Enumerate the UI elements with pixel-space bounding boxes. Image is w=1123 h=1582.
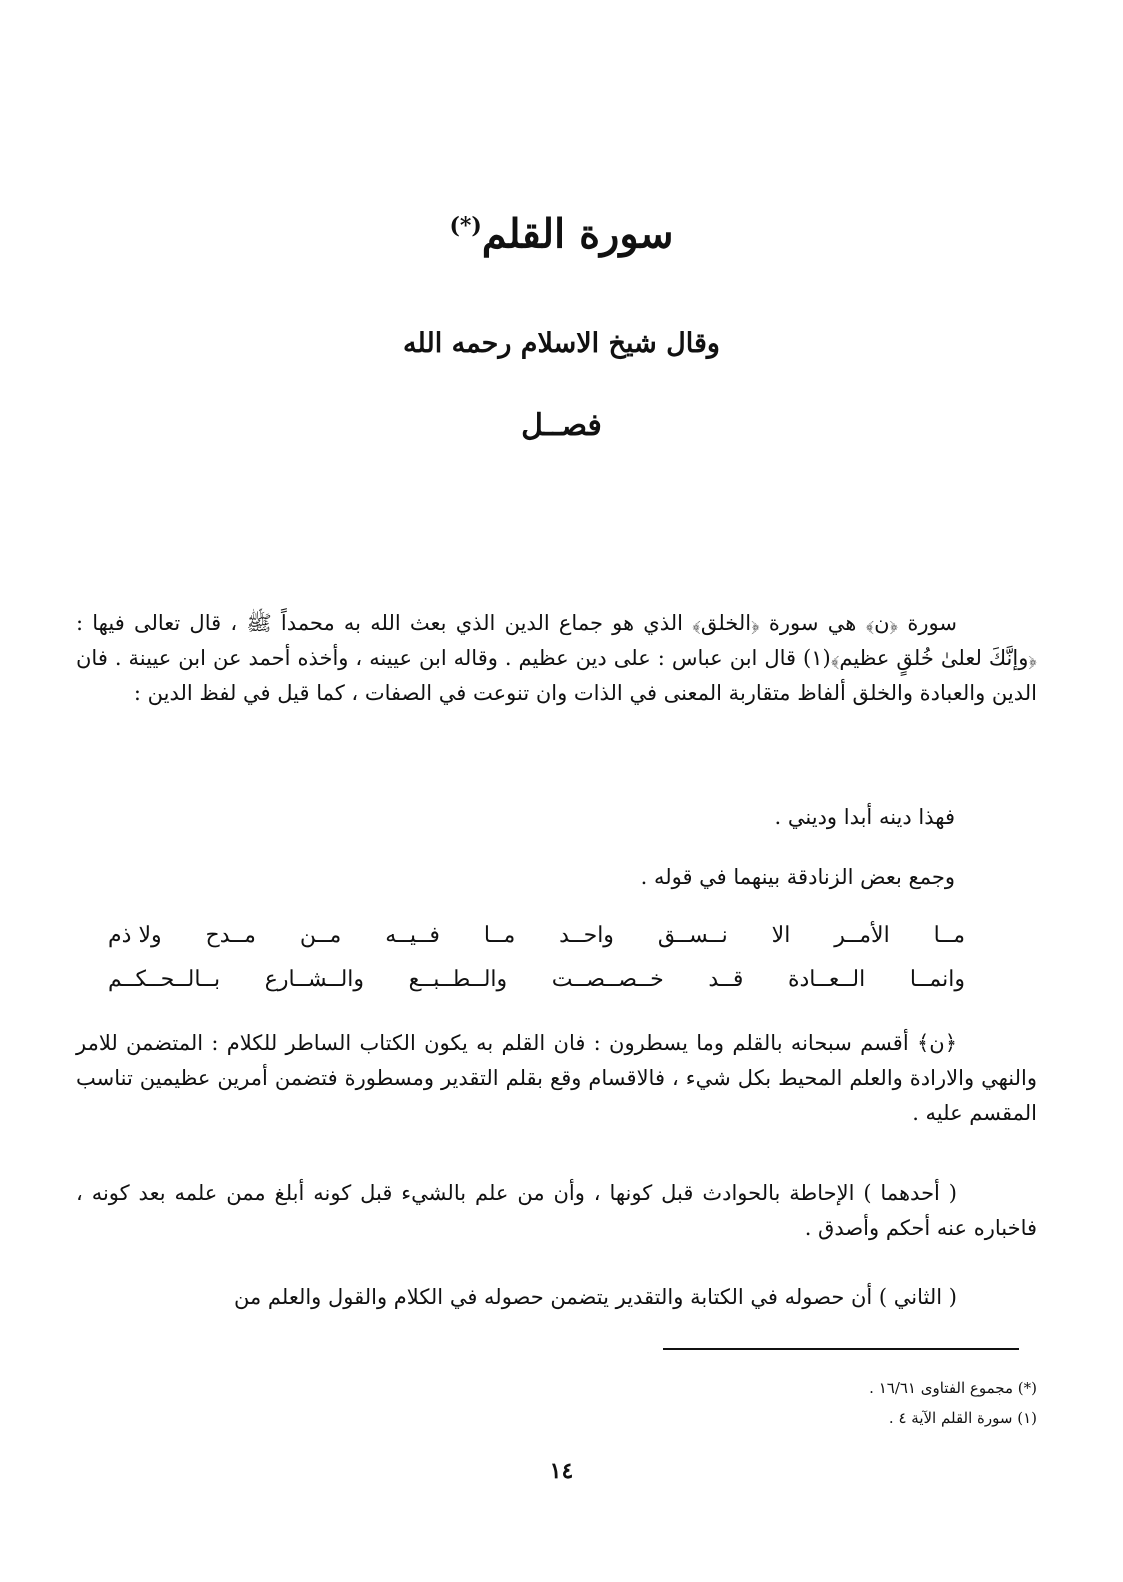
footnote-star: (*) مجموع الفتاوى ١٦/٦١ . [869,1379,1037,1397]
paragraph-3: ( أحدهما ) الإحاطة بالحوادث قبل كونها ، وأن من علم بالشيء قبل كونه أبلغ ممن علمه بعد كونه ، فاخباره عنه أحكم وأصدق . [76,1181,1037,1240]
quoted-line-2: وجمع بعض الزنادقة بينهما في قوله . [640,865,955,889]
verse-word: ولا ذم [108,923,162,948]
verse-word: والــطــبــع [408,967,508,992]
verse-line-1 [108,916,965,956]
verse-word: قــد [708,967,744,992]
title-text: سورة القلم [481,210,674,258]
verse-word: الــعــادة [787,967,866,992]
section-heading: فصــل [521,408,602,443]
verse-word: مــا [483,923,516,948]
verse-word: نــســق [657,923,728,948]
page-number: ١٤ [549,1458,574,1484]
verse-line-2 [108,960,965,1000]
verse-word: الأمــر [834,923,890,948]
footnote-divider [663,1348,1019,1350]
verse-word: مــدح [205,923,256,948]
verse-word: واحــد [559,923,614,948]
verse-word: والــشــارع [264,967,365,992]
quoted-line-1: فهذا دينه أبدا وديني . [774,805,955,829]
verse-word: مــا [933,923,965,948]
verse-word: مــن [299,923,342,948]
title-footnote-mark: (*) [449,213,482,239]
verse-word: بــالــحــكــم [108,967,221,992]
verse-word: الا [771,923,791,948]
verse-word: وانمــا [909,967,965,992]
footnote-1: (١) سورة القلم الآية ٤ . [888,1409,1037,1427]
page-subtitle: وقال شيخ الاسلام رحمه الله [403,328,720,359]
paragraph-4: ( الثاني ) أن حصوله في الكتابة والتقدير يتضمن حصوله في الكلام والقول والعلم من [233,1285,957,1309]
page-title [0,196,1123,264]
verse-word: خــصــصــت [551,967,664,992]
paragraph-1: سورة ﴿ن﴾ هي سورة ﴿الخلق﴾ الذي هو جماع الدين الذي بعث الله به محمداً ﷺ ، قال تعالى فيها : ﴿وإنَّكَ لعلىٰ خُلقٍ عظيم﴾(١) قال ابن عباس : على دين عظيم . وقاله ابن عيينه ، وأخذه أحمد عن ابن عيينة . فان الدين والعبادة والخلق ألفاظ متقاربة المعنى في الذات وان تنوعت في الصفات ، كما قيل في لفظ الدين : [76,611,1037,705]
verse-word: فــيــه [385,923,440,948]
paragraph-2: ﴿ن﴾ أقسم سبحانه بالقلم وما يسطرون : فان القلم به يكون الكتاب الساطر للكلام : المتضمن للامر والنهي والارادة والعلم المحيط بكل شيء ، فالاقسام وقع بقلم التقدير ومسطورة فتضمن أمرين عظيمين تناسب المقسم عليه . [76,1031,1037,1125]
